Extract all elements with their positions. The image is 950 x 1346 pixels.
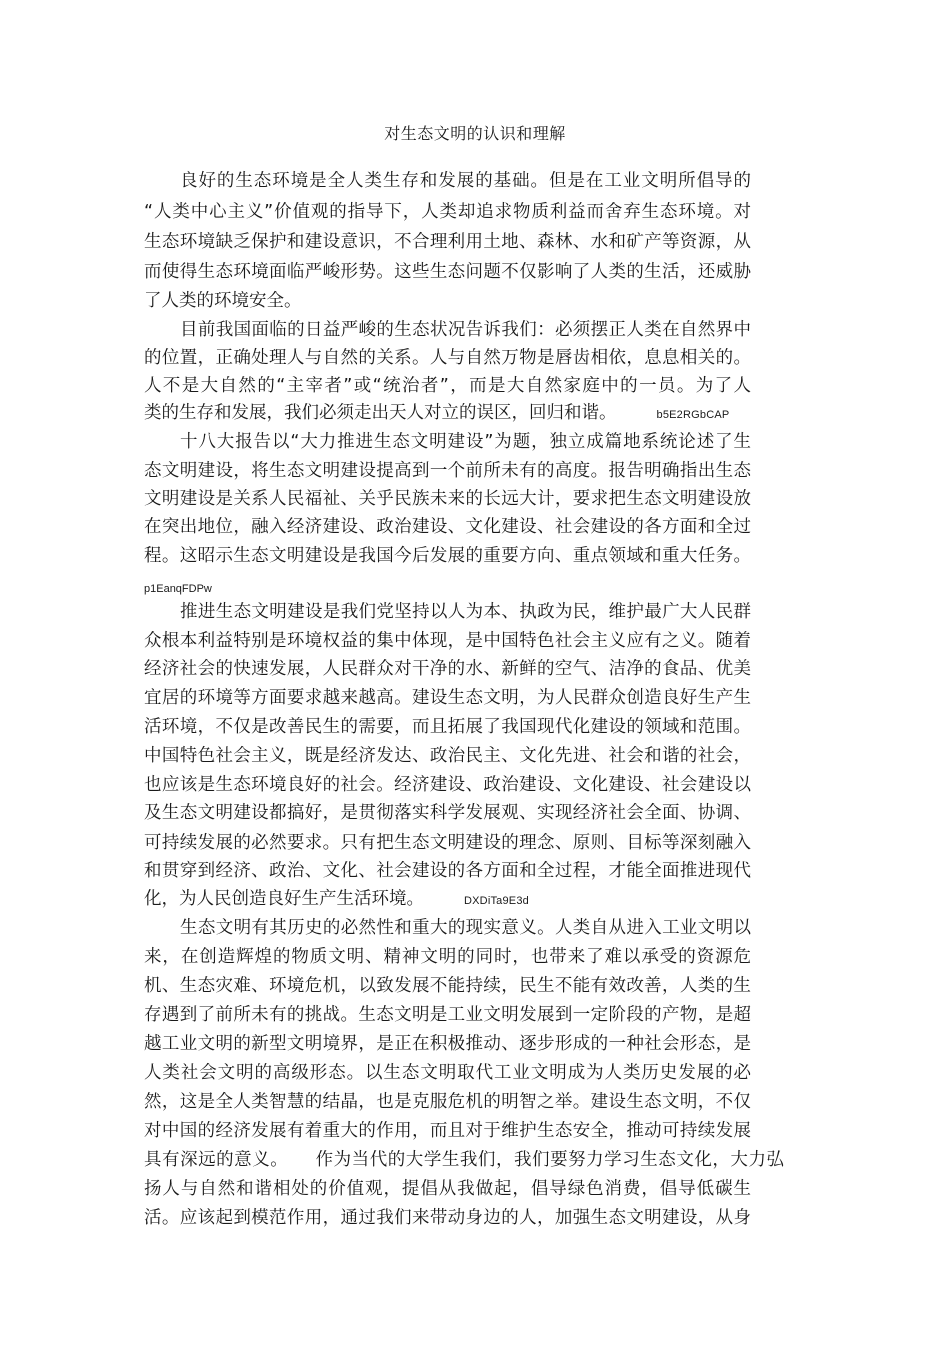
paragraph-line: 生态环境缺乏保护和建设意识，不合理利用土地、森林、水和矿产等资源，从 [144,232,751,252]
document-title: 对生态文明的认识和理解 [384,124,566,143]
paragraph-line: 良好的生态环境是全人类生存和发展的基础。但是在工业文明所倡导的 [180,171,751,191]
paragraph-line: 人不是大自然的“主宰者”或“统治者”，而是大自然家庭中的一员。为了人 [144,376,751,396]
paragraph-line: 中国特色社会主义，既是经济发达、政治民主、文化先进、社会和谐的社会， [144,746,751,766]
paragraph-line: 程。这昭示生态文明建设是我国今后发展的重要方向、重点领域和重大任务。 [144,546,751,566]
paragraph-line [144,398,729,428]
document-code: p1EanqFDPw [144,583,212,595]
paragraph-line: 来，在创造辉煌的物质文明、精神文明的同时，也带来了难以承受的资源危 [144,947,751,967]
paragraph-line: 可持续发展的必然要求。只有把生态文明建设的理念、原则、目标等深刻融入 [144,833,751,853]
paragraph-line: 机、生态灾难、环境危机，以致发展不能持续，民生不能有效改善，人类的生 [144,976,751,996]
paragraph-line: 推进生态文明建设是我们党坚持以人为本、执政为民，维护最广大人民群 [180,602,751,622]
paragraph-line: 宜居的环境等方面要求越来越高。建设生态文明，为人民群众创造良好生产生 [144,688,751,708]
paragraph-line: 生态文明有其历史的必然性和重大的现实意义。人类自从进入工业文明以 [180,918,751,938]
paragraph-line: 文明建设是关系人民福祉、关乎民族未来的长远大计，要求把生态文明建设放 [144,489,751,509]
paragraph-line: 的位置，正确处理人与自然的关系。人与自然万物是唇齿相依，息息相关的。 [144,348,751,368]
paragraph-line: 态文明建设，将生态文明建设提高到一个前所未有的高度。报告明确指出生态 [144,461,751,481]
paragraph-line: 经济社会的快速发展，人民群众对干净的水、新鲜的空气、洁净的食品、优美 [144,659,751,679]
paragraph-line: 然，这是全人类智慧的结晶，也是克服危机的明智之举。建设生态文明，不仅 [144,1092,751,1112]
paragraph-line [144,884,529,914]
paragraph-line: 众根本利益特别是环境权益的集中体现，是中国特色社会主义应有之义。随着 [144,631,751,651]
paragraph-line: 在突出地位，融入经济建设、政治建设、文化建设、社会建设的各方面和全过 [144,517,751,537]
paragraph-line: 及生态文明建设都搞好，是贯彻落实科学发展观、实现经济社会全面、协调、 [144,803,751,823]
paragraph-line: 了人类的环境安全。 [144,291,302,311]
paragraph-line: 十八大报告以“大力推进生态文明建设”为题，独立成篇地系统论述了生 [180,432,751,452]
paragraph-line: 越工业文明的新型文明境界，是正在积极推动、逐步形成的一种社会形态，是 [144,1034,751,1054]
paragraph-line: 目前我国面临的日益严峻的生态状况告诉我们：必须摆正人类在自然界中 [180,320,751,340]
line-text: 类的生存和发展，我们必须走出天人对立的误区，回归和谐。 [144,403,617,423]
paragraph-line: 具有深远的意义。 作为当代的大学生我们，我们要努力学习生态文化，大力弘 [144,1150,784,1170]
paragraph-line: 活环境，不仅是改善民生的需要，而且拓展了我国现代化建设的领域和范围。 [144,717,751,737]
paragraph-line: 而使得生态环境面临严峻形势。这些生态问题不仅影响了人类的生活，还威胁 [144,262,751,282]
document-code: DXDiTa9E3d [464,895,529,907]
paragraph-line: 和贯穿到经济、政治、文化、社会建设的各方面和全过程，才能全面推进现代 [144,861,751,881]
paragraph-line: 存遇到了前所未有的挑战。生态文明是工业文明发展到一定阶段的产物，是超 [144,1005,751,1025]
line-text: 化，为人民创造良好生产生活环境。 [144,889,424,909]
paragraph-line: 对中国的经济发展有着重大的作用，而且对于维护生态安全，推动可持续发展 [144,1121,751,1141]
paragraph-line: 人类社会文明的高级形态。以生态文明取代工业文明成为人类历史发展的必 [144,1063,751,1083]
paragraph-line: 也应该是生态环境良好的社会。经济建设、政治建设、文化建设、社会建设以 [144,775,751,795]
document-code: b5E2RGbCAP [656,409,730,421]
paragraph-line: 活。应该起到模范作用，通过我们来带动身边的人，加强生态文明建设，从身 [144,1208,751,1228]
paragraph-line: 扬人与自然和谐相处的价值观，提倡从我做起，倡导绿色消费，倡导低碳生 [144,1179,751,1199]
paragraph-line: “人类中心主义”价值观的指导下，人类却追求物质利益而舍弃生态环境。对 [144,202,751,222]
